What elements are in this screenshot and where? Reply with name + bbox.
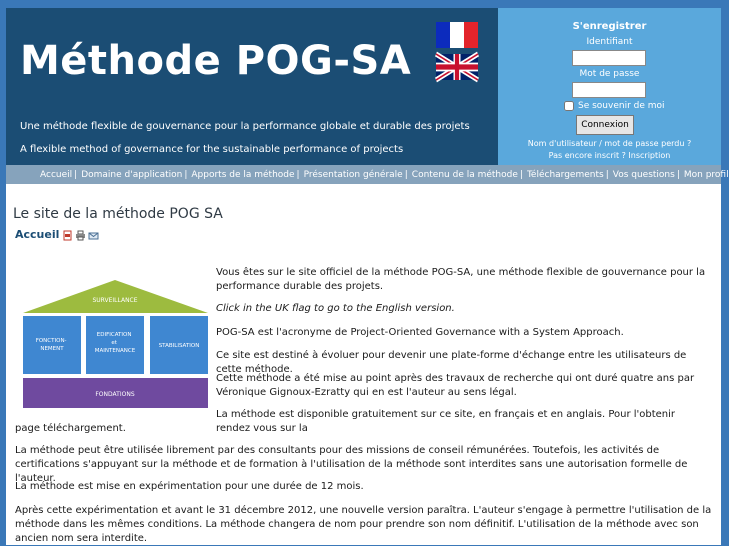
login-button[interactable]: Connexion <box>576 115 634 135</box>
site-title: Méthode POG-SA <box>20 38 412 84</box>
nav-separator: | <box>519 169 523 180</box>
acronym-paragraph: POG-SA est l'acronyme de Project-Oriented Governance with a System Approach. <box>216 327 624 338</box>
breadcrumb-home: Accueil <box>15 228 60 241</box>
tagline-english: A flexible method of governance for the sustainable performance of projects <box>20 144 404 155</box>
nav-separator: | <box>676 169 680 180</box>
site-header <box>6 8 721 165</box>
remember-me-checkbox[interactable] <box>564 101 574 111</box>
password-label: Mot de passe <box>579 69 640 79</box>
nav-item-profil[interactable]: Mon profil <box>683 169 729 180</box>
availability-paragraph: La méthode est disponible gratuitement sur ce site, en français et en anglais. Pour l'obtenir rendez vous sur la <box>216 409 676 434</box>
experiment-paragraph: La méthode est mise en expérimentation pour une durée de 12 mois. <box>15 481 364 492</box>
page-title: Le site de la méthode POG SA <box>13 206 223 222</box>
pillar-left <box>23 316 81 374</box>
pillar-middle-label-2: et <box>111 340 117 346</box>
username-label: Identifiant <box>586 37 633 47</box>
page-frame <box>6 8 729 545</box>
fr-flag-icon[interactable] <box>436 22 478 48</box>
register-link[interactable]: Pas encore inscrit ? Inscription <box>548 151 671 160</box>
print-icon[interactable] <box>76 231 85 240</box>
breadcrumb <box>15 228 98 242</box>
platform-paragraph: Ce site est destiné à évoluer pour devenir une plate-forme d'échange entre les utilisateurs de cette méthode. <box>216 350 687 375</box>
nav-separator: | <box>296 169 300 180</box>
forgot-credentials-link[interactable]: Nom d'utilisateur / mot de passe perdu ? <box>527 139 692 148</box>
nav-item-questions[interactable]: Vos questions <box>612 169 675 180</box>
future-version-paragraph: Après cette expérimentation et avant le 31 décembre 2012, une nouvelle version paraîtra. L'auteur s'engage à permettre l'utilisation de la méthode dans les mêmes conditions. La méthode changera de nom pour prendre son nom définitif. L'utilisation de la méthode avec son ancien nom sera interdite. <box>15 505 712 544</box>
nav-item-telechargements[interactable]: Téléchargements <box>526 169 604 180</box>
tagline-french: Une méthode flexible de gouvernance pour la performance globale et durable des projets <box>20 121 470 132</box>
nav-separator: | <box>605 169 609 180</box>
nav-item-domaine[interactable]: Domaine d'application <box>81 169 183 180</box>
author-paragraph: Cette méthode a été mise au point après des travaux de recherche qui ont duré quatre ans par Véronique Gignoux-Ezratty qui en est l'auteur au sens légal. <box>216 373 695 398</box>
pillar-middle-label-1: EDIFICATION <box>96 332 132 338</box>
remember-me-label: Se souvenir de moi <box>578 101 665 111</box>
password-input[interactable] <box>572 82 646 98</box>
pillar-left-label-1: FONCTION- <box>35 338 67 344</box>
nav-separator: | <box>404 169 408 180</box>
usage-paragraph: La méthode peut être utilisée librement par des consultants pour des missions de conseil rémunérées. Toutefois, les activités de certifications s'appuyant sur la méthode et de formation à l'utilisation de la méthode sont interdites sans une autorisation formelle de l'auteur. <box>15 445 688 484</box>
pillar-middle-label-3: MAINTENANCE <box>94 348 136 354</box>
nav-separator: | <box>184 169 188 180</box>
username-input[interactable] <box>572 50 646 66</box>
login-title: S'enregistrer <box>572 21 647 32</box>
method-house-diagram <box>23 280 208 408</box>
english-version-note: Click in the UK flag to go to the English version. <box>216 303 455 314</box>
uk-flag-icon[interactable] <box>436 54 478 80</box>
nav-item-accueil[interactable]: Accueil <box>40 169 73 180</box>
download-page-link[interactable]: page téléchargement. <box>15 423 126 434</box>
nav-item-presentation[interactable]: Présentation générale <box>303 169 403 180</box>
email-icon[interactable] <box>89 231 98 240</box>
nav-separator: | <box>74 169 78 180</box>
remember-me[interactable] <box>564 101 665 111</box>
login-panel <box>498 8 721 165</box>
pillar-right-label: STABILISATION <box>158 343 200 349</box>
foundation-label: FONDATIONS <box>95 391 135 398</box>
main-nav <box>6 165 729 184</box>
pillar-left-label-2: NEMENT <box>40 346 64 352</box>
nav-item-apports[interactable]: Apports de la méthode <box>191 169 295 180</box>
nav-item-contenu[interactable]: Contenu de la méthode <box>411 169 518 180</box>
intro-paragraph: Vous êtes sur le site officiel de la méthode POG-SA, une méthode flexible de gouvernance pour la performance durable des projets. <box>216 267 706 292</box>
pdf-icon[interactable] <box>63 231 72 240</box>
main-content <box>6 184 721 545</box>
roof-label: SURVEILLANCE <box>92 297 138 304</box>
